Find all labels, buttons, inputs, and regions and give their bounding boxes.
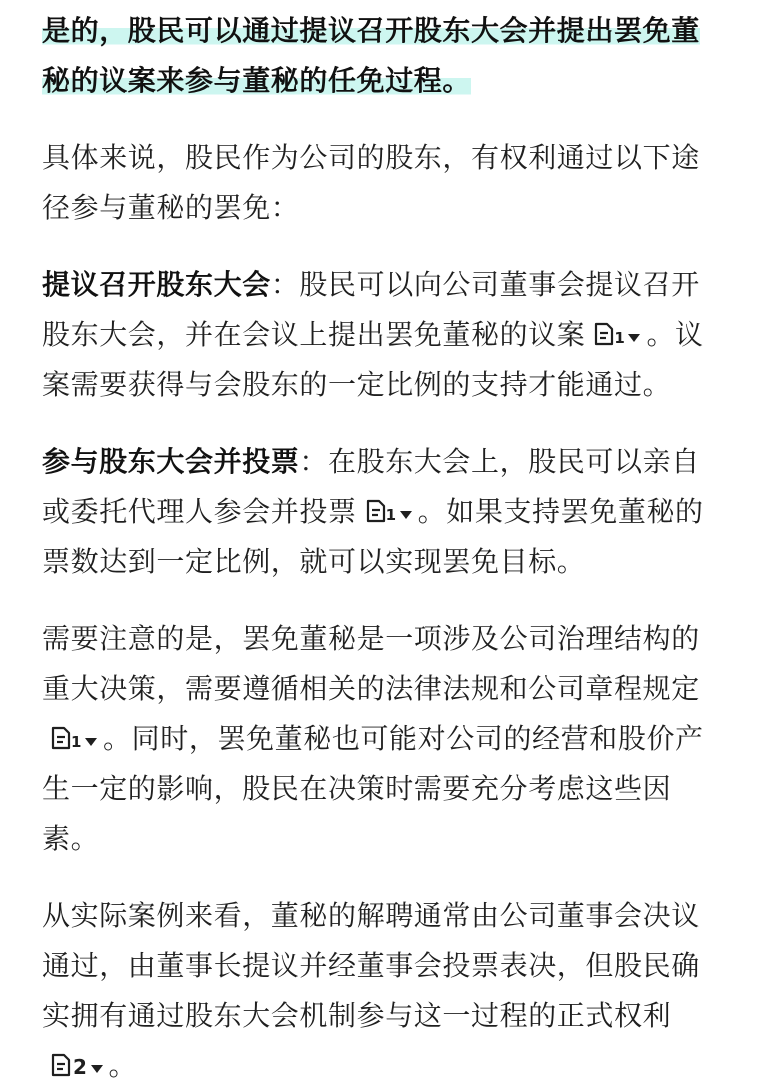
citation-1-number: 1 (614, 329, 626, 347)
paragraph-3-text-b: 。如果支持罢免董秘的票数达到一定比例，就可以实现罢免目标。 (42, 495, 704, 578)
citation-3-number: 1 (71, 733, 83, 751)
paragraph-4-text-b: 。同时，罢免董秘也可能对公司的经营和股价产生一定的影响，股民在决策时需要充分考虑这些因素。 (42, 722, 704, 855)
paragraph-4 (42, 614, 726, 864)
citation-1-button[interactable] (593, 318, 640, 346)
paragraph-3-text-a: ：在股东大会上，股民可以亲自或委托代理人参会并投票 (42, 445, 700, 528)
paragraph-5 (42, 891, 726, 1091)
document-icon (50, 726, 72, 750)
paragraph-3-label: 参与股东大会并投票 (42, 445, 300, 478)
caret-down-icon (91, 1065, 103, 1073)
document-icon (50, 1053, 72, 1077)
paragraph-2-text-a: ：股民可以向公司董事会提议召开股东大会，并在会议上提出罢免董秘的议案 (42, 268, 700, 351)
paragraph-1: 具体来说，股民作为公司的股东，有权利通过以下途径参与董秘的罢免： (42, 141, 700, 224)
citation-2-number: 1 (385, 506, 397, 524)
paragraph-5-text-b: 。 (108, 1049, 138, 1082)
caret-down-icon (628, 334, 640, 342)
document-icon (593, 322, 615, 346)
paragraph-3 (42, 437, 726, 587)
paragraph-2-text-b: 。议案需要获得与会股东的一定比例的支持才能通过。 (42, 318, 704, 401)
citation-4-number: 2 (73, 1055, 88, 1079)
caret-down-icon (400, 511, 412, 519)
document-icon (365, 499, 387, 523)
intro-paragraph (42, 6, 726, 106)
paragraph-2 (42, 260, 726, 410)
citation-4-button[interactable] (50, 1049, 103, 1077)
paragraph-4-text-a: 需要注意的是，罢免董秘是一项涉及公司治理结构的重大决策，需要遵循相关的法律法规和公司章程规定 (42, 622, 700, 705)
paragraph-2-label: 提议召开股东大会 (42, 268, 271, 301)
citation-3-button[interactable] (50, 722, 97, 750)
highlighted-summary: 是的，股民可以通过提议召开股东大会并提出罢免董秘的议案来参与董秘的任免过程。 (42, 14, 700, 97)
citation-2-button[interactable] (365, 495, 412, 523)
caret-down-icon (85, 738, 97, 746)
paragraph-5-text-a: 从实际案例来看，董秘的解聘通常由公司董事会决议通过，由董事长提议并经董事会投票表决，但股民确实拥有通过股东大会机制参与这一过程的正式权利 (42, 899, 700, 1032)
